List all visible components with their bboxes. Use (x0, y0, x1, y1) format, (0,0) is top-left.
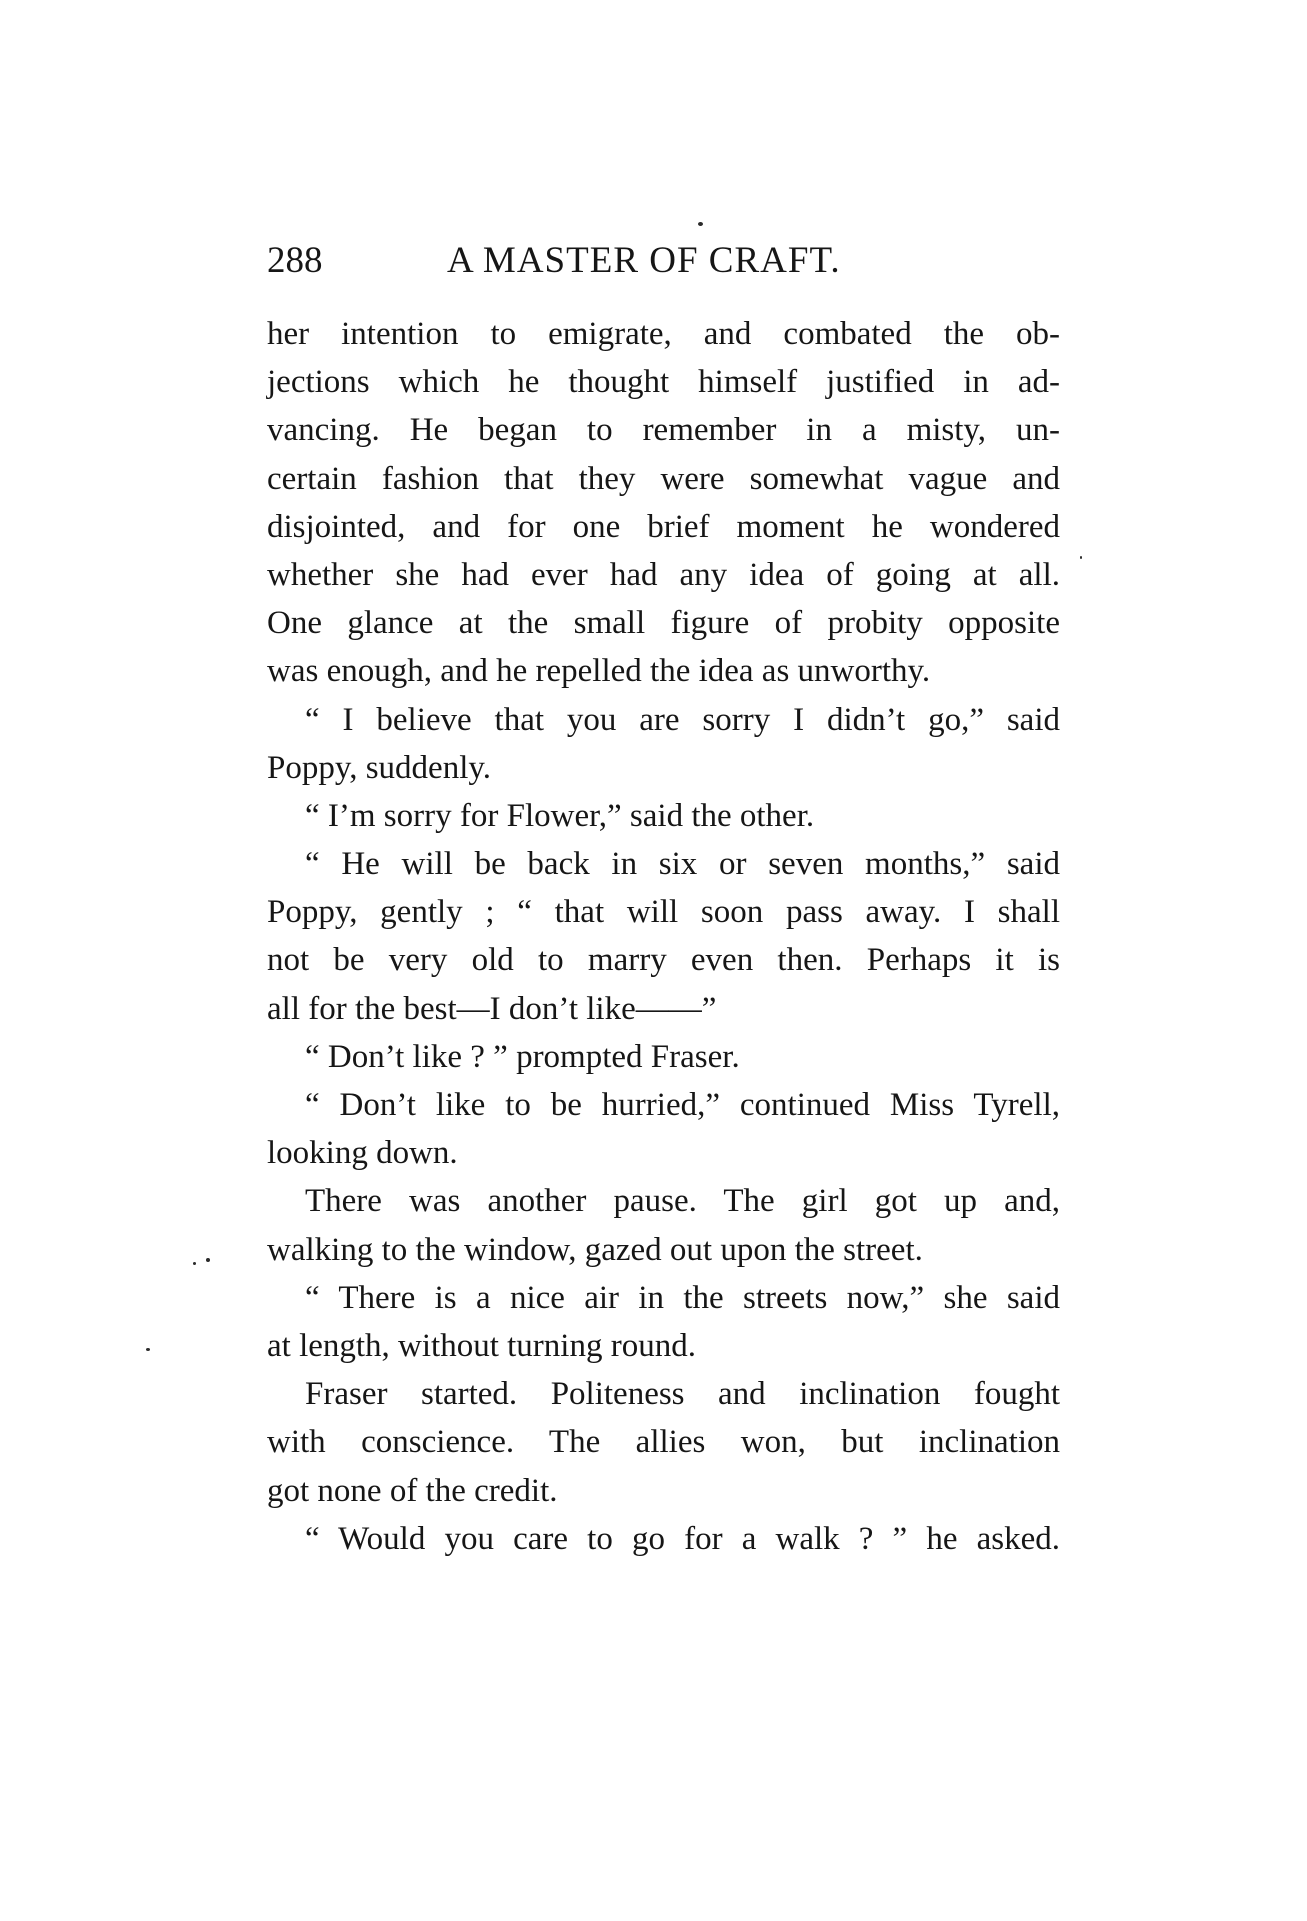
text-line: her intention to emigrate, and combated the ob- (267, 316, 1060, 352)
body-text (267, 310, 1060, 1563)
text-line: “ I believe that you are sorry I didn’t go,” said (305, 701, 1060, 738)
scan-speck (193, 1262, 196, 1265)
running-head (267, 238, 1067, 284)
text-line: “ I’m sorry for Flower,” said the other. (305, 797, 815, 834)
text-line: Poppy, gently ; “ that will soon pass away. I shall (267, 894, 1060, 931)
text-line: Fraser started. Politeness and inclination fought (305, 1376, 1060, 1413)
text-line: with conscience. The allies won, but inclination (267, 1424, 1060, 1461)
scan-speck (698, 222, 703, 226)
text-line: certain fashion that they were somewhat vague and (267, 460, 1060, 497)
text-line: “ He will be back in six or seven months,” said (305, 846, 1060, 883)
text-line: at length, without turning round. (267, 1327, 696, 1364)
text-line: “ Don’t like to be hurried,” continued Miss Tyrell, (305, 1087, 1060, 1123)
scan-speck (206, 1258, 210, 1262)
text-line: One glance at the small figure of probity opposite (267, 605, 1060, 642)
text-line: “ There is a nice air in the streets now,” she said (305, 1279, 1060, 1316)
text-line: Poppy, suddenly. (267, 749, 491, 786)
text-line: vancing. He began to remember in a misty, un- (267, 412, 1060, 449)
scan-speck (1080, 556, 1082, 559)
text-line: got none of the credit. (267, 1472, 558, 1509)
text-line: There was another pause. The girl got up and, (305, 1183, 1060, 1220)
text-line: “ Would you care to go for a walk ? ” he asked. (305, 1520, 1060, 1557)
scan-speck (146, 1348, 150, 1351)
running-title: A MASTER OF CRAFT. (447, 240, 841, 281)
text-line: disjointed, and for one brief moment he wondered (267, 508, 1060, 545)
text-line: all for the best—I don’t like——” (267, 990, 717, 1027)
text-line: not be very old to marry even then. Perhaps it is (267, 942, 1060, 979)
text-line: “ Don’t like ? ” prompted Fraser. (305, 1038, 740, 1075)
text-line: walking to the window, gazed out upon the street. (267, 1231, 923, 1268)
text-line: was enough, and he repelled the idea as unworthy. (267, 653, 931, 690)
text-line: looking down. (267, 1135, 458, 1172)
text-line: whether she had ever had any idea of going at all. (267, 556, 1060, 593)
page-number: 288 (267, 240, 323, 281)
text-line: jections which he thought himself justified in ad- (267, 364, 1060, 401)
